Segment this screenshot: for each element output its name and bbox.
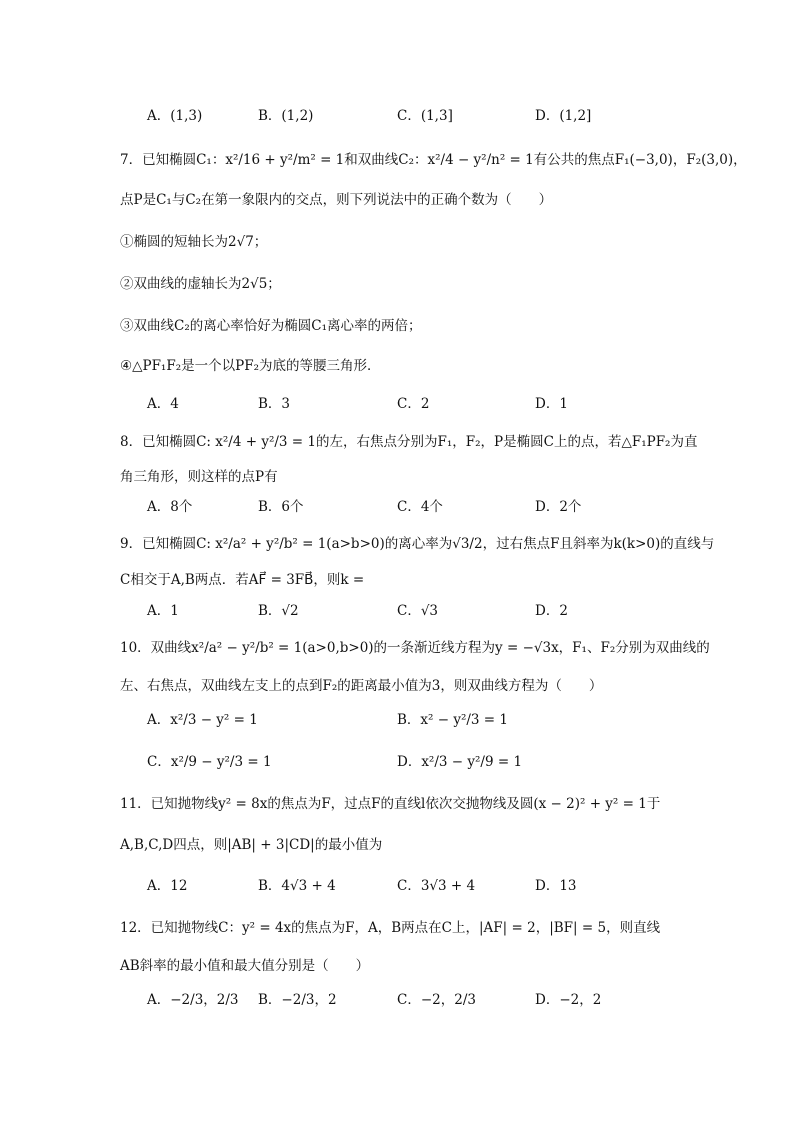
q12-option-d: D．−2，2	[535, 992, 602, 1008]
q6-option-c: C．(1,3]	[397, 108, 453, 124]
q12-stem-line1: 12．已知抛物线C：y² = 4x的焦点为F，A，B两点在C上，|AF| = 2，|BF| = 5，则直线	[120, 920, 661, 936]
q12-stem-line2: AB斜率的最小值和最大值分别是（ ）	[120, 958, 370, 974]
q7-statement-4: ④△PF₁F₂是一个以PF₂为底的等腰三角形．	[120, 358, 381, 374]
q11-option-a: A．12	[147, 878, 188, 894]
q6-option-b: B．(1,2)	[258, 108, 314, 124]
q7-option-c: C．2	[397, 396, 430, 412]
q8-options	[147, 495, 707, 519]
q10-options-row1	[147, 708, 707, 732]
q11-option-d: D．13	[535, 878, 577, 894]
q10-option-d: D．x²/3 − y²/9 = 1	[397, 754, 523, 770]
q10-option-b: B．x² − y²/3 = 1	[397, 712, 508, 728]
q7-options	[147, 392, 707, 416]
q8-option-d: D．2个	[535, 499, 582, 515]
q6-option-a: A．(1,3)	[147, 108, 203, 124]
q10-stem-line1: 10．双曲线x²/a² − y²/b² = 1(a>0,b>0)的一条渐近线方程为y = −√3x，F₁、F₂分别为双曲线的	[120, 640, 710, 656]
q7-option-b: B．3	[258, 396, 291, 412]
q7-statement-2: ②双曲线的虚轴长为2√5；	[120, 276, 281, 292]
q10-option-a: A．x²/3 − y² = 1	[147, 712, 258, 728]
q7-stem-line2: 点P是C₁与C₂在第一象限内的交点，则下列说法中的正确个数为（ ）	[120, 192, 553, 208]
q6-option-d: D．(1,2]	[535, 108, 592, 124]
q12-option-a: A．−2/3，2/3	[147, 992, 239, 1008]
q11-option-b: B．4√3 + 4	[258, 878, 336, 894]
q11-option-c: C．3√3 + 4	[397, 878, 476, 894]
q8-option-b: B．6个	[258, 499, 304, 515]
q9-option-d: D．2	[535, 603, 568, 619]
q8-stem-line2: 角三角形，则这样的点P有	[120, 469, 278, 485]
q7-option-a: A．4	[147, 396, 179, 412]
q12-option-b: B．−2/3，2	[258, 992, 337, 1008]
q10-stem-line2: 左、右焦点，双曲线左支上的点到F₂的距离最小值为3，则双曲线方程为（ ）	[120, 678, 603, 694]
q9-option-a: A．1	[147, 603, 179, 619]
q7-option-d: D．1	[535, 396, 568, 412]
q11-stem-line1: 11．已知抛物线y² = 8x的焦点为F，过点F的直线l依次交抛物线及圆(x − 2)² + y² = 1于	[120, 796, 661, 812]
q9-stem-line1: 9．已知椭圆C: x²/a² + y²/b² = 1(a>b>0)的离心率为√3/2，过右焦点F且斜率为k(k>0)的直线与	[120, 536, 715, 552]
q12-options	[147, 988, 707, 1012]
q12-option-c: C．−2，2/3	[397, 992, 476, 1008]
q10-options-row2	[147, 750, 707, 774]
q11-options	[147, 874, 707, 898]
q7-statement-3: ③双曲线C₂的离心率恰好为椭圆C₁离心率的两倍；	[120, 318, 422, 334]
q9-stem-line2: C相交于A,B两点．若AF⃗ = 3FB⃗，则k =	[120, 572, 365, 588]
q9-options	[147, 599, 707, 623]
q6-options	[147, 104, 707, 128]
q11-stem-line2: A,B,C,D四点，则|AB| + 3|CD|的最小值为	[120, 837, 383, 853]
q7-statement-1: ①椭圆的短轴长为2√7；	[120, 234, 268, 250]
q7-stem-line1: 7．已知椭圆C₁：x²/16 + y²/m² = 1和双曲线C₂：x²/4 − y²/n² = 1有公共的焦点F₁(−3,0)，F₂(3,0)，	[120, 152, 747, 168]
q10-option-c: C．x²/9 − y²/3 = 1	[147, 754, 272, 770]
q8-stem-line1: 8．已知椭圆C: x²/4 + y²/3 = 1的左，右焦点分别为F₁，F₂，P是椭圆C上的点，若△F₁PF₂为直	[120, 434, 698, 450]
q9-option-b: B．√2	[258, 603, 299, 619]
q9-option-c: C．√3	[397, 603, 439, 619]
q8-option-c: C．4个	[397, 499, 443, 515]
q8-option-a: A．8个	[147, 499, 193, 515]
